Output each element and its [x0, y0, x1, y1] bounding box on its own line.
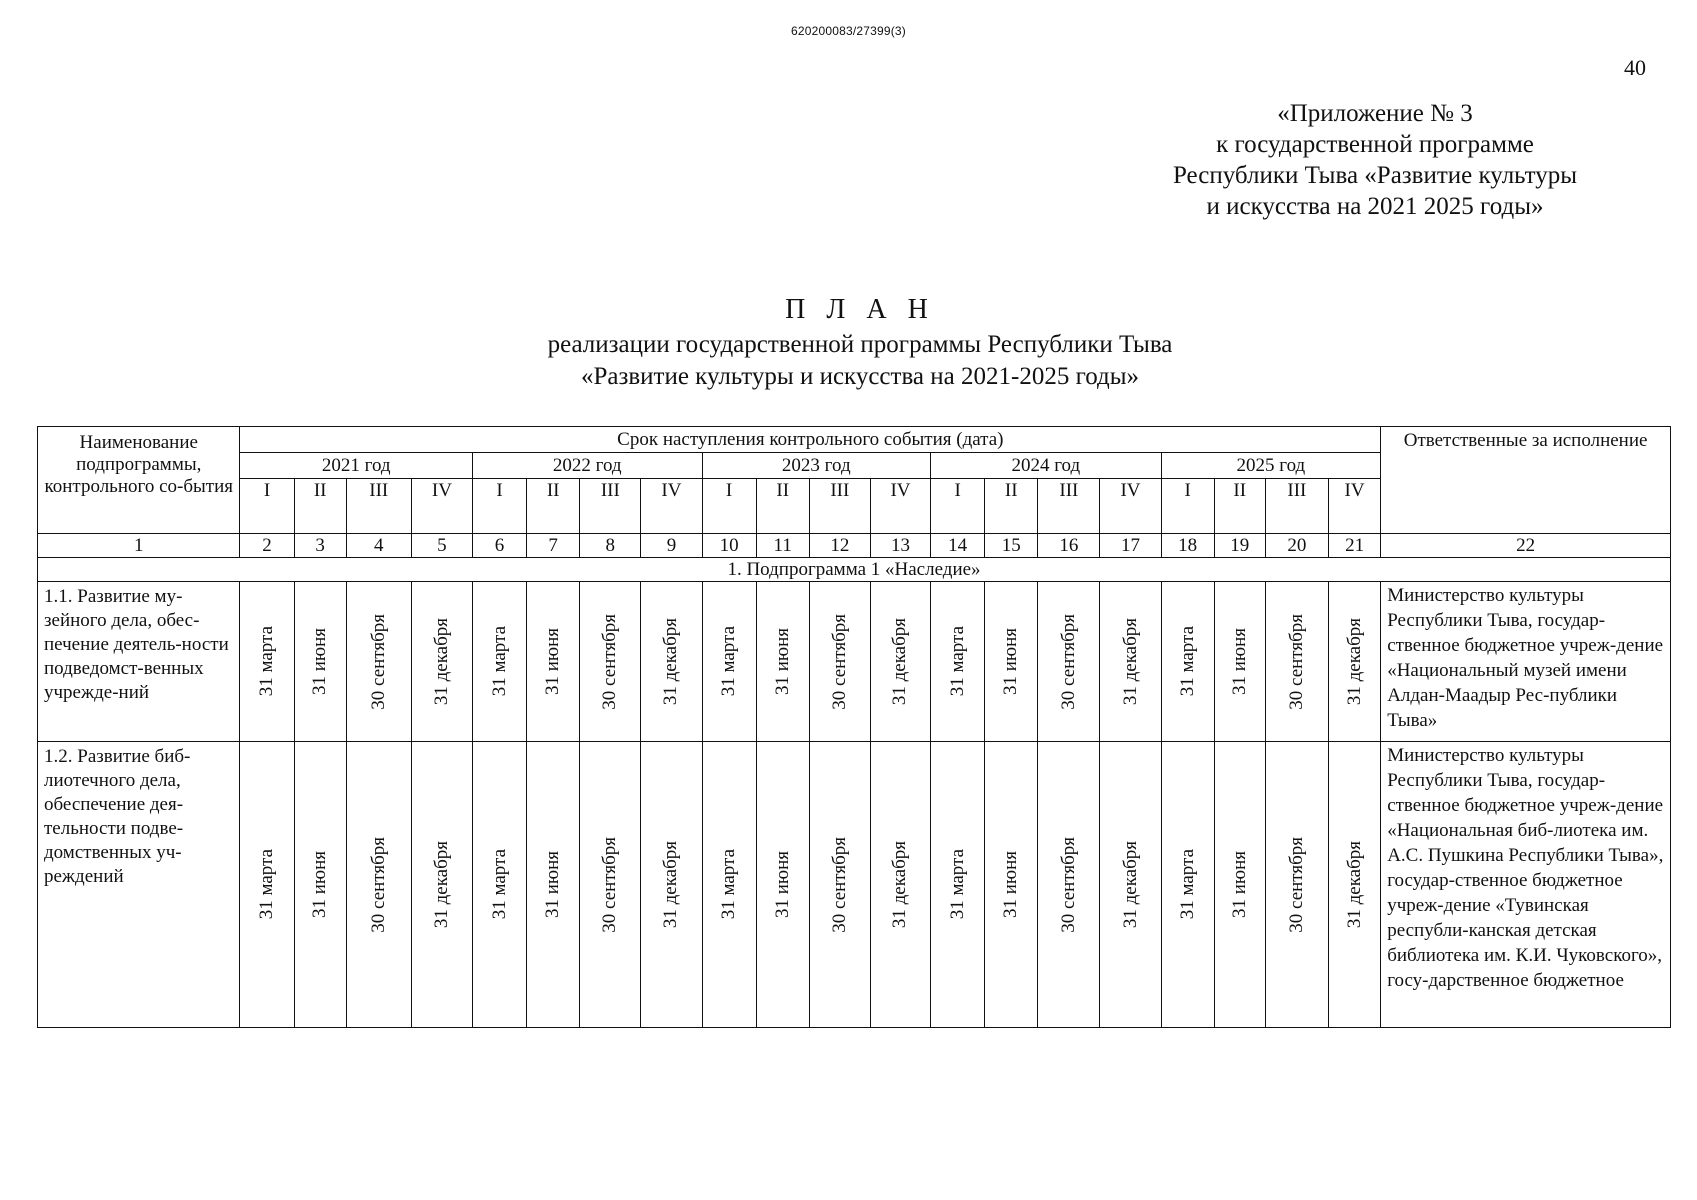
- date-cell: [294, 742, 346, 1028]
- date-cell: [809, 582, 870, 742]
- column-number: 5: [411, 534, 472, 558]
- date-cell: [931, 742, 985, 1028]
- date-cell: [1100, 742, 1161, 1028]
- date-cell: [411, 582, 472, 742]
- header-year: 2022 год: [472, 453, 702, 479]
- date-cell: [1328, 742, 1380, 1028]
- column-number: 15: [985, 534, 1038, 558]
- date-text: 31 июня: [309, 850, 331, 919]
- date-text: 31 марта: [1176, 849, 1198, 920]
- header-quarter: I: [240, 479, 294, 534]
- header-quarter: IV: [1100, 479, 1161, 534]
- header-quarter: I: [931, 479, 985, 534]
- date-text: 31 декабря: [430, 617, 452, 706]
- date-cell: [1265, 582, 1328, 742]
- column-number: 20: [1265, 534, 1328, 558]
- date-cell: [527, 582, 580, 742]
- date-cell: [1038, 582, 1100, 742]
- date-text: 30 сентября: [828, 836, 850, 933]
- header-year: 2025 год: [1161, 453, 1381, 479]
- date-cell: [580, 582, 641, 742]
- document-id: 620200083/27399(3): [790, 24, 907, 38]
- appendix-line: «Приложение № 3: [1277, 100, 1473, 127]
- date-cell: [985, 582, 1038, 742]
- date-cell: [931, 582, 985, 742]
- section-title: 1. Подпрограмма 1 «Наследие»: [38, 558, 1671, 582]
- date-cell: [641, 582, 702, 742]
- header-quarter: II: [985, 479, 1038, 534]
- column-number: 4: [346, 534, 411, 558]
- date-cell: [985, 742, 1038, 1028]
- header-period: Срок наступления контрольного события (дата): [240, 427, 1381, 453]
- date-text: 30 сентября: [367, 836, 389, 933]
- date-text: 31 марта: [256, 626, 278, 697]
- column-number: 6: [472, 534, 526, 558]
- event-name: 1.2. Развитие биб-лиотечного дела, обеспечение дея-тельности подве-домственных уч-реждений: [38, 742, 240, 1028]
- date-cell: [756, 582, 809, 742]
- date-cell: [702, 742, 756, 1028]
- date-text: 31 марта: [946, 626, 968, 697]
- date-cell: [1161, 582, 1214, 742]
- header-quarter: IV: [1328, 479, 1380, 534]
- date-text: 31 июня: [1228, 850, 1250, 919]
- appendix-line: к государственной программе: [1216, 131, 1534, 158]
- date-text: 31 марта: [488, 849, 510, 920]
- date-cell: [756, 742, 809, 1028]
- column-number: 22: [1381, 534, 1671, 558]
- date-cell: [240, 742, 294, 1028]
- date-text: 31 декабря: [430, 840, 452, 929]
- column-number: 1: [38, 534, 240, 558]
- date-cell: [702, 582, 756, 742]
- date-cell: [870, 742, 930, 1028]
- header-quarter: III: [1038, 479, 1100, 534]
- plan-table: [37, 426, 1671, 1028]
- date-cell: [1214, 582, 1265, 742]
- date-text: 31 декабря: [660, 840, 682, 929]
- date-cell: [346, 582, 411, 742]
- date-cell: [1038, 742, 1100, 1028]
- date-cell: [1214, 742, 1265, 1028]
- header-quarter: I: [472, 479, 526, 534]
- column-number: 12: [809, 534, 870, 558]
- date-text: 31 июня: [542, 850, 564, 919]
- column-number: 17: [1100, 534, 1161, 558]
- column-number: 3: [294, 534, 346, 558]
- date-text: 31 июня: [771, 850, 793, 919]
- date-text: 31 декабря: [1343, 617, 1365, 706]
- column-number: 21: [1328, 534, 1380, 558]
- column-number: 2: [240, 534, 294, 558]
- header-year: 2021 год: [240, 453, 473, 479]
- column-number: 7: [527, 534, 580, 558]
- header-quarter: II: [294, 479, 346, 534]
- date-text: 31 марта: [1176, 626, 1198, 697]
- date-text: 31 марта: [946, 849, 968, 920]
- date-cell: [472, 742, 526, 1028]
- subtitle-line: «Развитие культуры и искусства на 2021-2025 годы»: [580, 363, 1140, 390]
- column-number: 10: [702, 534, 756, 558]
- column-number: 18: [1161, 534, 1214, 558]
- header-quarter: IV: [870, 479, 930, 534]
- header-quarter: I: [1161, 479, 1214, 534]
- date-cell: [1265, 742, 1328, 1028]
- appendix-line: Республики Тыва «Развитие культуры: [1172, 162, 1578, 189]
- header-quarter: II: [756, 479, 809, 534]
- date-text: 31 июня: [542, 627, 564, 696]
- date-text: 30 сентября: [1057, 836, 1079, 933]
- date-text: 31 июня: [309, 627, 331, 696]
- date-text: 31 декабря: [1119, 617, 1141, 706]
- header-name: Наименование подпрограммы, контрольного со-бытия: [38, 427, 240, 534]
- date-text: 31 июня: [1000, 627, 1022, 696]
- date-cell: [580, 742, 641, 1028]
- date-cell: [240, 582, 294, 742]
- date-cell: [294, 582, 346, 742]
- date-cell: [870, 582, 930, 742]
- date-cell: [641, 742, 702, 1028]
- header-quarter: III: [1265, 479, 1328, 534]
- date-cell: [411, 742, 472, 1028]
- date-text: 30 сентября: [599, 613, 621, 710]
- appendix-note: [1150, 98, 1600, 222]
- date-text: 31 июня: [1228, 627, 1250, 696]
- column-number: 14: [931, 534, 985, 558]
- header-quarter: II: [1214, 479, 1265, 534]
- header-quarter: IV: [411, 479, 472, 534]
- date-text: 30 сентября: [1285, 836, 1307, 933]
- event-name: 1.1. Развитие му-зейного дела, обес-печение деятель-ности подведомст-венных учрежде-ний: [38, 582, 240, 742]
- date-text: 31 июня: [1000, 850, 1022, 919]
- date-text: 31 декабря: [1119, 840, 1141, 929]
- header-quarter: I: [702, 479, 756, 534]
- date-text: 30 сентября: [367, 613, 389, 710]
- date-text: 31 декабря: [660, 617, 682, 706]
- date-text: 30 сентября: [828, 613, 850, 710]
- date-cell: [346, 742, 411, 1028]
- header-quarter: III: [809, 479, 870, 534]
- header-quarter: II: [527, 479, 580, 534]
- subtitle-line: реализации государственной программы Республики Тыва: [547, 331, 1173, 358]
- date-text: 31 декабря: [1343, 840, 1365, 929]
- header-responsible: Ответственные за исполнение: [1381, 427, 1671, 534]
- header-quarter: III: [580, 479, 641, 534]
- column-number: 9: [641, 534, 702, 558]
- header-year: 2023 год: [702, 453, 931, 479]
- date-text: 30 сентября: [1057, 613, 1079, 710]
- header-quarter: IV: [641, 479, 702, 534]
- column-number: 13: [870, 534, 930, 558]
- date-text: 31 марта: [256, 849, 278, 920]
- date-cell: [1161, 742, 1214, 1028]
- date-text: 30 сентября: [1285, 613, 1307, 710]
- date-cell: [809, 742, 870, 1028]
- column-number: 8: [580, 534, 641, 558]
- date-text: 31 декабря: [889, 840, 911, 929]
- header-quarter: III: [346, 479, 411, 534]
- date-text: 30 сентября: [599, 836, 621, 933]
- date-cell: [1100, 582, 1161, 742]
- column-number: 16: [1038, 534, 1100, 558]
- date-text: 31 марта: [488, 626, 510, 697]
- column-number: 19: [1214, 534, 1265, 558]
- plan-title: П Л А Н: [785, 294, 935, 325]
- column-number: 11: [756, 534, 809, 558]
- page-number: 40: [1624, 55, 1646, 80]
- responsible-cell: Министерство культуры Республики Тыва, государ-ственное бюджетное учреж-дение «Национальная биб-лиотека им. А.С. Пушкина Республики Тыва», государ-ственное бюджетное учреж-дение «Тувинская республи-канская детская библиотека им. К.И. Чуковского», госу-дарственное бюджетное: [1381, 742, 1671, 1028]
- plan-subtitle: [0, 329, 1697, 393]
- date-cell: [1328, 582, 1380, 742]
- date-text: 31 декабря: [889, 617, 911, 706]
- date-text: 31 марта: [718, 849, 740, 920]
- date-text: 31 июня: [771, 627, 793, 696]
- date-text: 31 марта: [718, 626, 740, 697]
- responsible-cell: Министерство культуры Республики Тыва, государ-ственное бюджетное учреж-дение «Национальный музей имени Алдан-Маадыр Рес-публики Тыва»: [1381, 582, 1671, 742]
- date-cell: [472, 582, 526, 742]
- header-year: 2024 год: [931, 453, 1162, 479]
- date-cell: [527, 742, 580, 1028]
- appendix-line: и искусства на 2021 2025 годы»: [1206, 193, 1544, 220]
